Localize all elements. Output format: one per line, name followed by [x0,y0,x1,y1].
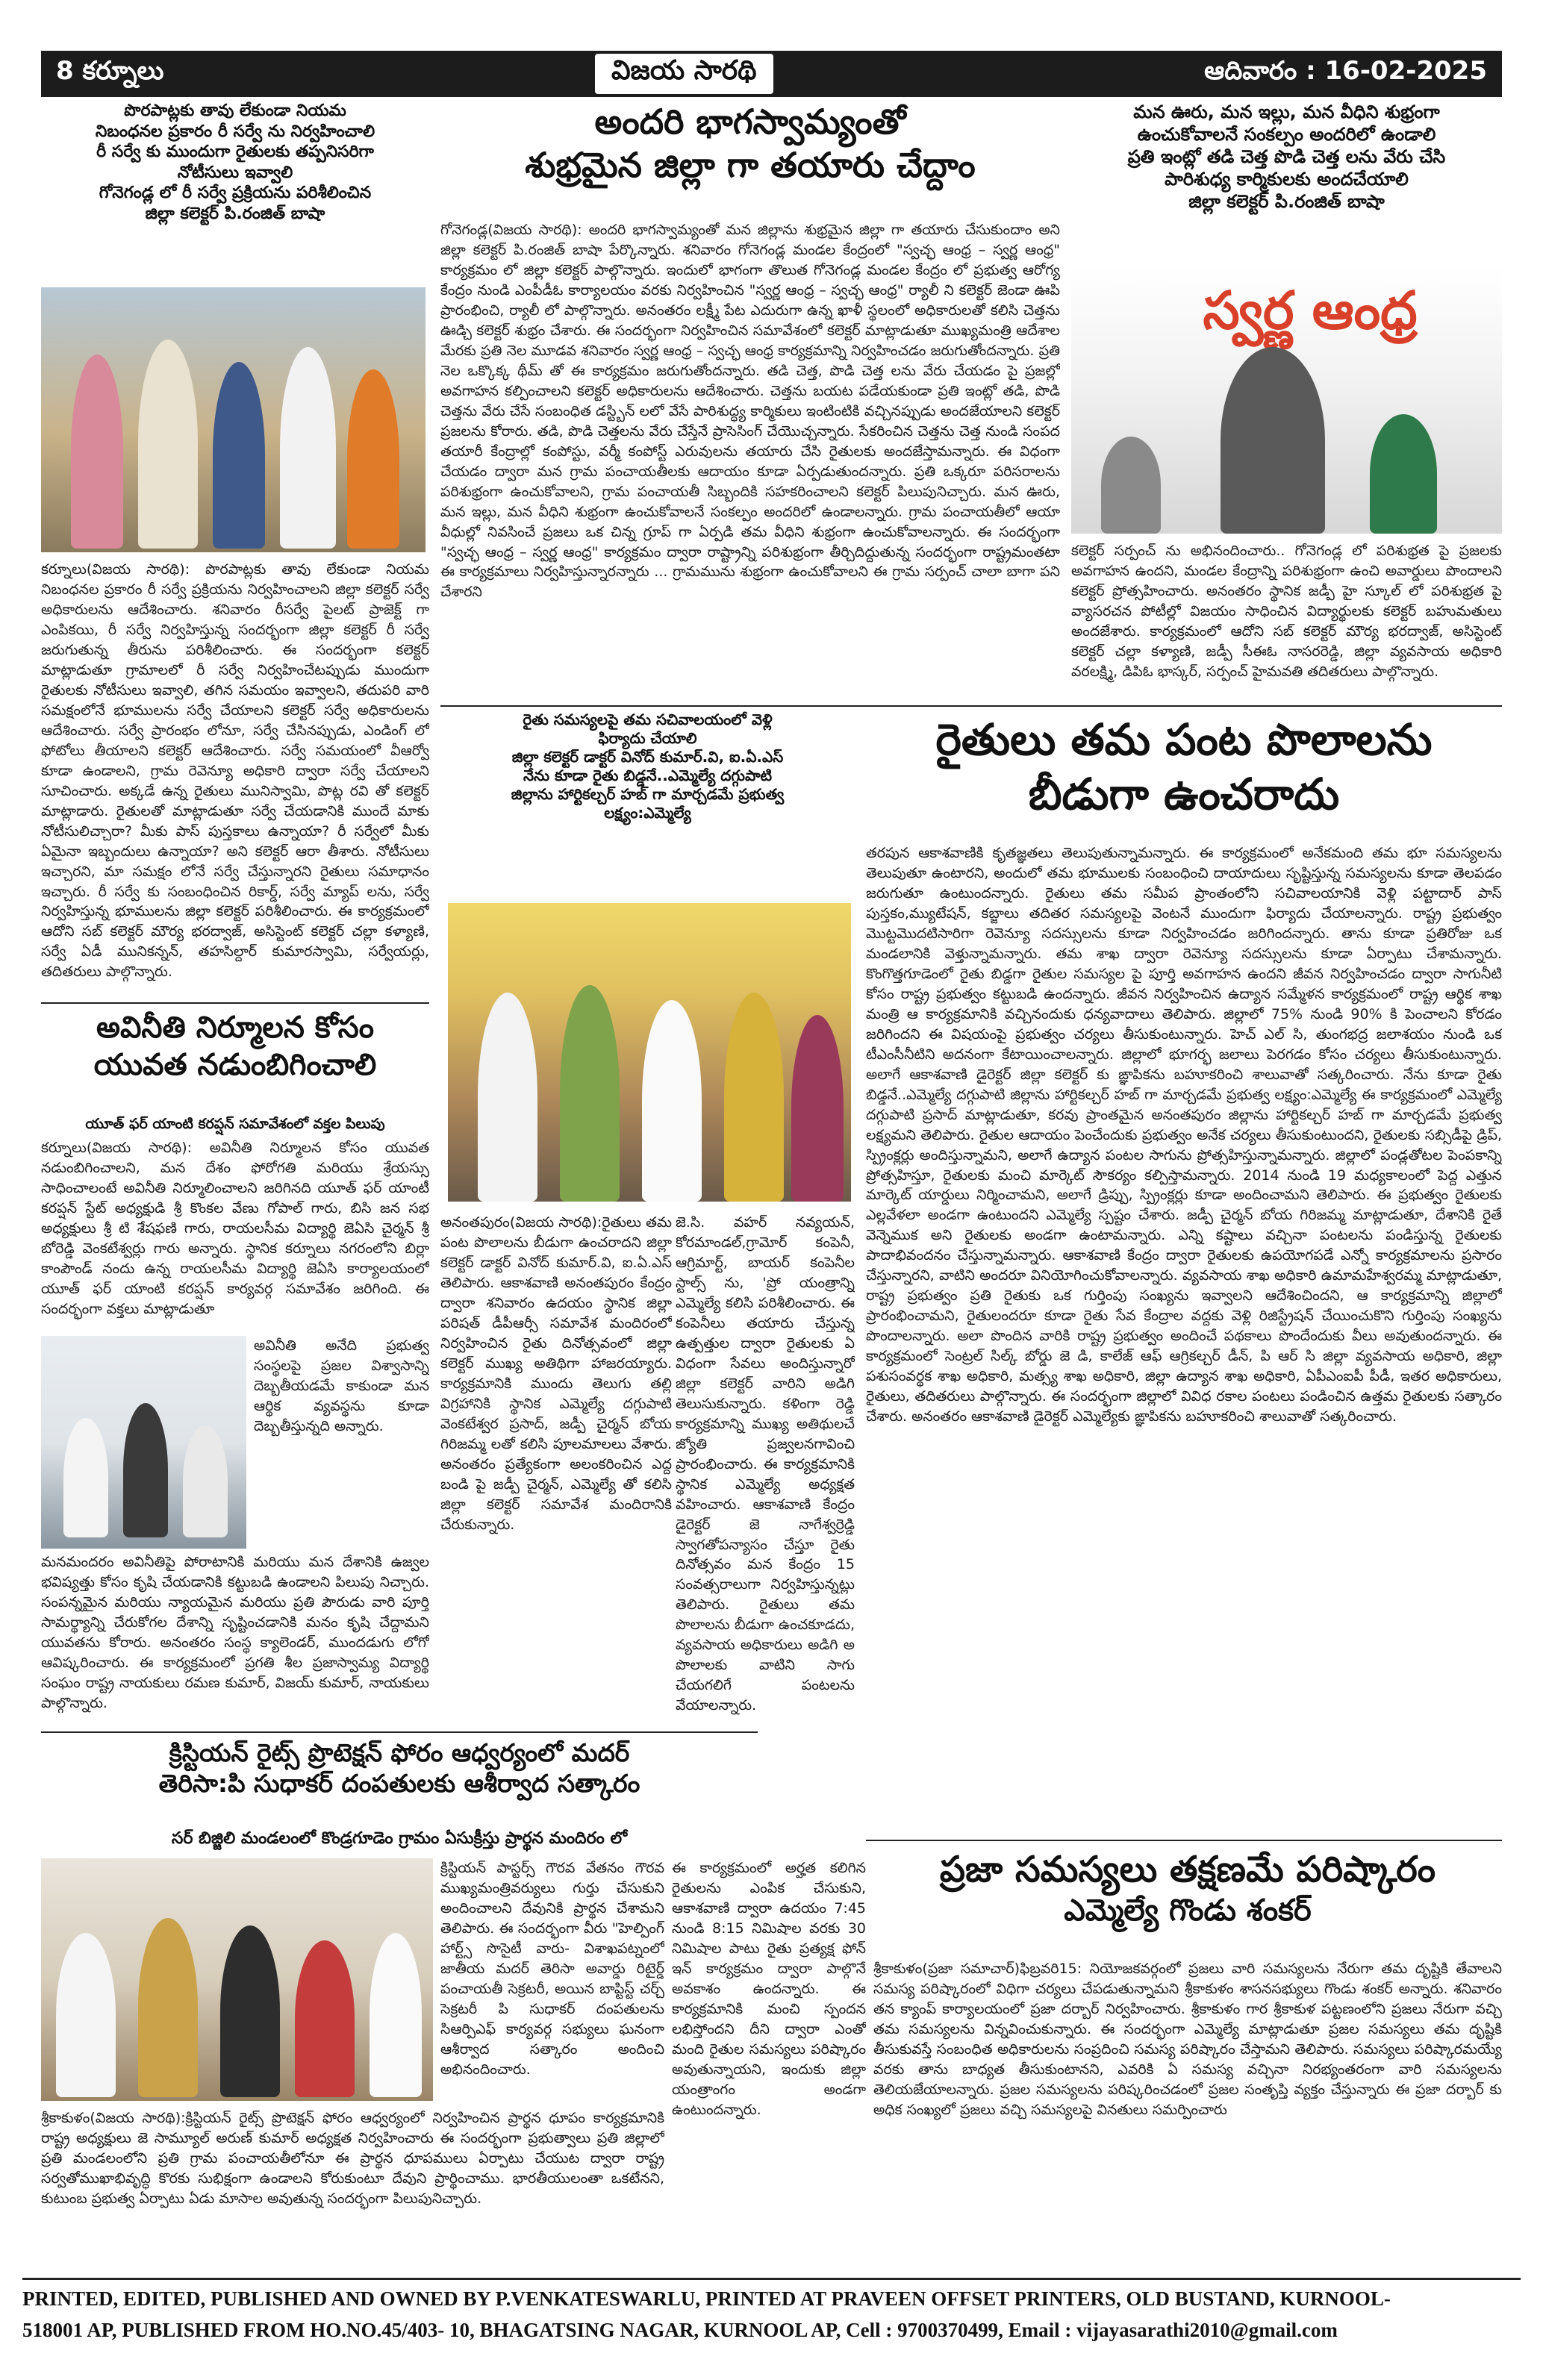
headline-line: అందరి భాగస్వామ్యంతో [594,101,906,142]
article-corruption-subhead: యూత్ ఫర్ యాంటి కరప్షన్ సమావేశంలో వక్తల పిలుపు [85,1116,385,1132]
headline-line: రీ సర్వే కు ముందుగా రైతులకు తప్పనిసరిగా [96,143,374,161]
swarna-andhra-banner-text: స్వర్ణ ఆంధ్ర [1203,280,1418,341]
farmers-stall-photo [448,903,851,1202]
divider [41,1002,429,1004]
article-corruption-body-top: కర్నూలు(విజయ సారథి): అవినీతి నిర్మూలన కోసం యువత నడుంబిగించాలని, మన దేశం ఫోరోగతి మరియు శ్రేయస్సు సాధించాలంటే అవినీతి నిర్మూలించాలని జరిగినది యూత్ ఫర్ యాంటీ కరప్షన్ స్టేట్ అధ్యక్షుడి శ్రీ కొంకల వేణు గోపాల్ గారు, బిసి జన సభ అధ్యక్షులు శ్రీ టి శేషఫణి గారు, రాయలసీమ విద్యార్థి జెఏసి చైర్మన్ శ్రీ బోరెడ్డి వెంకటేశ్వర్లు గారు అన్నారు. స్థానిక కర్నూలు నగరంలోని బిర్లా కాంపౌండ్ నందు ఉన్న రాయలసీమ విద్యార్థి జెఏసి కార్యాలయంలో యూత్ ఫర్ యాంటి కరప్షన్ కార్యవర్గ సమావేశం జరిగింది. ఈ సందర్భంగా వక్తలు మాట్లాడుతూ [41,1140,429,1317]
imprint-line: PRINTED, EDITED, PUBLISHED AND OWNED BY P.VENKATESWARLU, PRINTED AT PRAVEEN OFFSET PRINTERS, OLD BUSTAND, KURNOOL- [22,2287,1391,2310]
headline-line: ప్రజా సమస్యలు తక్షణమే పరిష్కారం [939,1849,1436,1890]
headline-line: జిల్లా కలెక్టర్ డాక్టర్ వినోద్ కుమార్.వి, ఐ.ఏ.ఎస్ [511,748,784,766]
article-swarna-headline [440,101,1060,216]
article-mla-headline [873,1847,1502,1952]
headline-line: క్రిస్టియన్ రైట్స్ ప్రొటెక్షన్ ఫోరం ఆధ్వర్యంలో మదర్ [169,1738,630,1767]
headline-line: శుభ్రమైన జిల్లా గా తయారు చేద్దాం [525,144,976,185]
headline-line: నిబంధనల ప్రకారం రీ సర్వే ను నిర్వహించాలి [95,122,375,141]
headline-line: ఉంచుకోవాలనే సంకల్పం అందరిలో ఉండాలి [1137,124,1436,145]
article-collector-right-headline [1071,101,1502,261]
divider [440,705,1502,707]
article-corruption-body-side: అవినీతి అనేది ప్రభుత్వ సంస్థలపై ప్రజల విశ్వాసాన్ని దెబ్బతీయడమే కాకుండా మన ఆర్థిక వ్యవస్థను కూడా దెబ్బతీస్తున్నది అన్నారు. [254,1337,429,1434]
headline-line: ప్రతి ఇంట్లో తడి చెత్త పొడి చెత్త లను వేరు చేసి [1127,146,1446,167]
footer-divider [22,2278,1521,2280]
divider [41,1731,758,1733]
article-christian-body-side: క్రిస్టియన్ పాస్టర్స్ గౌరవ వేతనం గౌరవ ముఖ్యమంత్రివర్యులు గుర్తు చేసుకుని అందించాలని దేవునికి ప్రార్థన చేశామని తెలిపారు. ఈ సందర్భంగా వీరు "హెల్పింగ్ హార్ట్స్ సొసైటీ వారు- విశాఖపట్నంలో జాతీయ మదర్ తెరిసా అవార్డు రిటైర్డ్ పంచాయతీ సెక్రటరీ, అయిన బాప్టిస్ట్ చర్చ్ సెక్రటరీ పి సుధాకర్ దంపతులను సిఆర్పిఎఫ్ కార్యవర్గ సభ్యులు ఘనంగా ఆశీర్వాద సత్కారం అందించి అభినందించారు. [440,1860,664,2078]
headline-line: రైతులు తమ పంట పొలాలను [935,714,1433,765]
headline-line: ఫిర్యాదు చేయాలి [598,729,697,747]
christian-felicitation-photo [41,1858,433,2101]
collector-speech-photo [1071,265,1502,534]
article-swarna-body: గోనెగండ్ల(విజయ సారథి): అందరి భాగస్వామ్యంతో మన జిల్లాను శుభ్రమైన జిల్లా గా తయారు చేసుకుందాం అని జిల్లా కలెక్టర్ పి.రంజిత్ బాషా పేర్కొన్నారు. శనివారం గోనెగండ్ల మండల కేంద్రంలో "స్వచ్ఛ ఆంధ్ర – స్వర్ణ ఆంధ్ర" కార్యక్రమం లో జిల్లా కలెక్టర్ పాల్గొన్నారు. ఇందులో భాగంగా తొలుత గోనెగండ్ల మండల కేంద్రం లో ప్రభుత్వ ఆరోగ్య కేంద్రం నుండి ఎంపీడీఓ కార్యాలయం వరకు నిర్వహించిన "స్వర్ణ ఆంధ్ర – స్వచ్ఛ ఆంధ్ర" ర్యాలీ ని కలెక్టర్ జెండా ఊపి ప్రారంభించి, ర్యాలీ లో పాల్గొన్నారు. అనంతరం లక్ష్మీ పేట ఎదురుగా ఉన్న ఖాళీ స్థలంలో అధికారులతో కలిసి చెత్తను ఊడ్చి కలెక్టర్ శుభ్రం చేశారు. ఈ సందర్భంగా నిర్వహించిన సమావేశంలో కలెక్టర్ మాట్లాడుతూ ముఖ్యమంత్రి ఆదేశాల మేరకు ప్రతి నెల మూడవ శనివారం స్వర్ణ ఆంధ్ర – స్వచ్ఛ ఆంధ్ర కార్యక్రమాన్ని నిర్వహించడం జరుగుతోందన్నారు. ప్రతి నెల ఒక్కొక్క థీమ్ తో ఈ కార్యక్రమం జరుగుతోందన్నారు. తడి చెత్త, పొడి చెత్త లను వేరు చేయడం పై ప్రజల్లో అవగాహన కల్పించాలని కలెక్టర్ అధికారులను ఆదేశించారు. చెత్తను బయట పడేయకుండా ప్రతి ఇంట్లో తడి, పొడి చెత్తను వేరు చేసే సంబంధిత డస్ట్బిన్ లలో వేసే పారిశుద్ధ్య కార్మికులు ఇంటింటికి వచ్చినప్పుడు అందజేయాలని కలెక్టర్ ప్రజలను కోరారు. తడి, పొడి చెత్తలను వేరు చేస్తేనే ప్రాసెసింగ్ చేయొచ్చన్నారు. సేకరించిన చెత్తను చెత్త నుండి సంపద తయారీ కేంద్రాల్లో కంపోస్టు, వర్మీ కంపోస్ట్ ఎరువులను తయారు చేసి రైతులకు అందజేస్తామన్నారు. ఈ విధంగా చేయడం ద్వారా మన గ్రామ పంచాయతీలకు ఆదాయం కూడా ఏర్పడుతుందన్నారు. ప్రతి ఒక్కరూ పరిసరాలను పరిశుభ్రంగా ఉంచుకోవాలని, గ్రామ పంచాయతీ సిబ్బందికి సహకరించాలని కలెక్టర్ పిలుపునిచ్చారు. మన ఊరు, మన ఇల్లు, మన వీధిని శుభ్రంగా ఉంచుకోవాలనే సంకల్పం అందరిలో ఉండాలన్నారు. గ్రామ పంచాయతీలో ఆయా వీధుల్లో నివసించే ప్రజలు ఒక చిన్న గ్రూప్ గా ఏర్పడి తమ వీధిని శుభ్రంగా ఉంచుకోవాలన్నారు. ఈ సందర్భంగా "స్వచ్ఛ ఆంధ్ర – స్వర్ణ ఆంధ్ర" కార్యక్రమం ద్వారా రాష్ట్రాన్ని పరిశుభ్రంగా తీర్చిదిద్దుతున్న సందర్భంగా రాష్ట్రమంతటా ఈ కార్యక్రమాలు నిర్వహిస్తున్నారన్నారు ... గ్రామమును శుభ్రంగా ఉంచుకోవాలని ఈ గ్రామ సర్పంచ్ చాలా బాగా పని చేశారని [440,222,1060,601]
headline-line: జిల్లా కలెక్టర్ పి.రంజిత్ బాషా [1188,191,1385,212]
date-label: ఆదివారం : 16-02-2025 [1204,56,1487,86]
headline-line: పొరపాట్లకు తావు లేకుండా నియమ [124,101,346,120]
article-resurvey-body: కర్నూలు(విజయ సారథి): పొరపాట్లకు తావు లేకుండా నియమ నిబంధనల ప్రకారం రీ సర్వే ప్రక్రియను నిర్వహించాలని జిల్లా కలెక్టర్ సర్వే అధికారులను ఆదేశించారు. శనివారం రీసర్వే పైలట్ ప్రాజెక్ట్ గా ఎంపికయి, రీ సర్వే నిర్వహిస్తున్న సందర్భంగా జిల్లా కలెక్టర్ రీ సర్వే జరుగుతున్న తీరును పరిశీలించారు. ఈ సందర్భంగా కలెక్టర్ మాట్లాడుతూ గ్రామాలలో రీ సర్వే నిర్వహించేటప్పుడు ముందుగా రైతులకు నోటీసులు ఇవ్వాలి, తగిన సమయం ఇవ్వాలని, తదుపరి వారి సమక్షంలోనే భూములను సర్వే చేయాలని కలెక్టర్ సర్వే అధికారులను ఆదేశించారు. సర్వే ప్రారంభం లోనూ, సర్వే చేసినప్పుడు, ఎండింగ్ లో ఫోటోలు తీయాలని కలెక్టర్ ఆదేశించారు. సర్వే సమయంలో వీఆర్వో కూడా ఉండాలని, గ్రామ రెవెన్యూ అధికారి ద్వారా సర్వే చేయాలని సూచించారు. అక్కడే ఉన్న రైతులు మునిస్వామి, పొట్ల రవి తో కలెక్టర్ మాట్లాడారు. రైతులతో మాట్లాడుతూ సర్వే చేయడానికి ముందే మాకు నోటీసులిచ్చారా? మీకు పాస్ పుస్తకాలు ఉన్నాయా? రీ సర్వేలో మీకు ఏమైనా ఇబ్బందులు ఉన్నాయా? అని కలెక్టర్ ఆరా తీశారు. నోటీసులు ఇచ్చారని, మా సమక్షం లోనే సర్వే చేస్తున్నారని రైతులు సమాధానం ఇచ్చారు. రీ సర్వే కు సంబంధించిన రికార్డ్, సర్వే మ్యాప్ లను, సర్వే నిర్వహిస్తున్న భూములను జిల్లా కలెక్టర్ పరిశీలించారు. ఈ కార్యక్రమంలో ఆదోని సబ్ కలెక్టర్ మౌర్య భరద్వాజ్, అసిస్టెంట్ కలెక్టర్ చల్లా కళ్యాణి, సర్వే ఏడీ మునికన్నన్, తహసిల్దార్ కుమారస్వామి, సర్వేయర్లు, తదితరులు పాల్గొన్నారు. [41,561,429,981]
masthead-bar [41,51,1502,97]
article-farmers-body: తరపున ఆకాశవాణికి కృతజ్ఞతలు తెలుపుతున్నామన్నారు. ఈ కార్యక్రమంలో అనేకమంది తమ భూ సమస్యలను తెలుపుతూ ఉంటారని, అందులో తమ భూములకు సంబంధించి దాయాదులు సృష్టిస్తున్న సమస్యలను కూడా తెలపడం జరుగుతూ ఉంటుందన్నారు. రైతులు తమ సమీప ప్రాంతంలోని సచివాలయానికి వెళ్లి పట్టాదార్ పాస్ పుస్తకం,మ్యుటేషన్, కబ్జాలు తదితర సమస్యలపై వెంటనే ముందుగా ఫిర్యాదు చేయాలన్నారు. రాష్ట్ర ప్రభుత్వం మొట్టమొదటిసారిగా రెవెన్యూ సదస్సులను కూడా నిర్వహించడం జరిగిందన్నారు. తాను కూడా ప్రతిరోజు ఒక మండలానికి వెళ్తున్నామన్నారు. తమ శాఖ ద్వారా రెవెన్యూ సదస్సులను కూడా ఏర్పాటు చేశామన్నారు. కొంగొత్తగూడెంలో రైతు బిడ్డగా రైతుల సమస్యల పై పూర్తి అవగాహన ఉందని జీవన నిర్వహించడం ద్వారా సాగునీటి కోసం రాష్ట్ర ప్రభుత్వం కట్టుబడి ఉందన్నారు. జీవన నిర్వహించిన ఉద్యాన సమ్మేళన కార్యక్రమంలో రాష్ట్ర ఆర్థిక శాఖ మంత్రి ఆ కార్యక్రమానికి వచ్చినందుకు ధన్యవాదాలు తెలిపారు. జిల్లాలో 75% నుండి 90% కి పెంచాలని కోరడం జరిగిందని ఈ విషయంపై ప్రభుత్వం చర్యలు తీసుకుంటున్నారు. హెచ్ ఎల్ సి, తుంగభద్ర జలాశయం నుండి ఒక టీఎంసీనీటిని అదనంగా కేటాయించాలన్నారు. జిల్లాలో భూగర్భ జలాలు పెరగడం కోసం చర్యలు తీసుకుంటున్నారు. అలాగే ఆకాశవాణి డైరెక్టర్ జిల్లా కలెక్టర్ కు ఙ్ఞాపికను బహూకరించి శాలువాతో సత్కరించారు. నేను కూడా రైతు బిడ్డనే..ఎమ్మెల్యే దగ్గుపాటి జిల్లాను హార్టికల్చర్ హబ్ గా మార్చడమే ప్రభుత్వ లక్ష్యం:ఎమ్మెల్యే ఈ కార్యక్రమంలో ఎమ్మెల్యే దగ్గుపాటి ప్రసాద్ మాట్లాడుతూ, కరవు ప్రాంతమైన అనంతపురం జిల్లాను హార్టికల్చర్ హబ్ గా మార్చడమే ప్రభుత్వ లక్ష్యమని తెలిపారు. రైతుల ఆదాయం పెంచేందుకు ప్రభుత్వం అనేక చర్యలు తీసుకుంటుందని, రైతులకు సబ్సిడీపై డ్రిప్, స్ప్రింక్లర్లు అందిస్తున్నామని, అలాగే ఉద్యాన పంటల సాగును ప్రోత్సహిస్తున్నామన్నారు. జిల్లాలో పండ్లతోటల పెంపకాన్ని ప్రోత్సహిస్తూ, రైతులకు మంచి మార్కెట్ సౌకర్యం కల్పిస్తామన్నారు. 2014 నుండి 19 మధ్యకాలంలో పెద్ద ఎత్తున మార్కెట్ యార్డులు నిర్మించామని, అలాగే డ్రిప్పు, స్ప్రింక్లర్లు కూడా అందించామని తెలిపారు. ఈ ప్రభుత్వం రైతులకు ఎల్లవేళలా అండగా ఉంటుందని ఎమ్మెల్యే స్పష్టం చేశారు. జడ్పీ చైర్మన్ బోయ గిరిజమ్మ మాట్లాడుతూ, దేశానికి రైతే వెన్నెముక అని రైతులకు అండగా ఉంటామన్నారు. ఎన్ని కష్టాలు వచ్చినా పంటలను పండిస్తున్న రైతులకు పాదాభివందనం చేస్తున్నామన్నారు. ఆకాశవాణి కేంద్రం ద్వారా రైతులకు ఉపయోగపడే ఎన్నో కార్యక్రమాలను ప్రసారం చేస్తున్నారని, వాటిని అందరూ వినియోగించుకోవాలన్నారు. వ్యవసాయ శాఖ అధికారి ఉమామహేశ్వరమ్మ మాట్లాడుతూ, రాష్ట్ర ప్రభుత్వం ప్రతి రైతుకు ఒక గుర్తింపు సంఖ్యను ఇవ్వాలని ఆదేశించిందని, ఆ కార్యక్రమాన్ని జిల్లాలో ప్రారంభించామని, రైతులందరూ కూడా రైతు సేవ కేంద్రాల వద్దకు వెళ్లి రిజిస్ట్రేషన్ చేయించుకొని గుర్తింపు సంఖ్యను పొందాలన్నారు. అలా పొందిన వారికి రాష్ట్ర ప్రభుత్వం అందించే పథకాలు పొందేందుకు వీలు అవుతుందన్నారు. ఈ కార్యక్రమంలో సెంట్రల్ సిల్క్ బోర్డు జె డి, కాలేజ్ ఆఫ్ ఆగ్రికల్చర్ డీన్, పి ఆర్ సి జిల్లా వ్యవసాయ అధికారి, జిల్లా పశుసంవర్థక శాఖ అధికారి, మత్స్య శాఖ అధికారి, జిల్లా ఉద్యాన శాఖ అధికారి, ఏపీఎంఐపీ పీడీ, ఇతర అధికారులు, రైతులు, తదితరులు పాల్గొన్నారు. ఈ సందర్భంగా జిల్లాలో వివిధ రకాల పంటలు పండించిన ఉత్తమ రైతులకు సత్కారం చేశారు. అనంతరం ఆకాశవాణి డైరెక్టర్ ఎమ్మెల్యేకు ఙ్ఞాపికను బహూకరించి శాలువాతో సత్కరించారు. [866,845,1502,1425]
article-rythu-seva-body-mid: జె.సి. వహర్ నవ్యయన్, కోరమాండల్,గ్రామోర్ కంపెనీ, ఆగ్రిమార్ట్, బాయర్ కంపెనీల స్టాల్స్ ను, 'ప్రో యంత్రాన్ని ఎమ్మెల్యే కలిసి పరిశీలించారు. ఈ కంపెనీలు తయారు చేస్తున్న ఉత్పత్తుల ద్వారా రైతులకు ఏ విధంగా సేవలు అందిస్తున్నారో జిల్లా కలెక్టర్ వారిని అడిగి తెలుసుకున్నారు. కళింగా రెడ్డి కార్యక్రమాన్ని ముఖ్య అతిథులచే జ్యోతి ప్రజ్వలనగావించి ప్రారంభించారు. ఈ కార్యక్రమానికి స్థానిక ఎమ్మెల్యే అధ్యక్షత వహించారు. ఆకాశవాణి కేంద్రం డైరెక్టర్ జె నాగేశ్వర్రెడ్డి స్వాగతోపన్యాసం చేస్తూ రైతు దినోత్సవం మన కేంద్రం 15 సంవత్సరాలుగా నిర్వహిస్తున్నట్లు తెలిపారు. రైతులు తమ పొలాలను బీడుగా ఉంచకూడదు, వ్యవసాయ అధికారులు అడిగి అ పొలాలకు వాటిని సాగు చేయగలిగే పంటలను వేయాలన్నారు. [676,1214,855,1714]
headline-line: గోనెగండ్ల లో రీ సర్వే ప్రక్రియను పరిశీలించిన [99,184,372,202]
headline-line: తెరిసా:పి సుధాకర్ దంపతులకు ఆశీర్వాద సత్కారం [158,1769,640,1799]
headline-line: జిల్లా కలెక్టర్ పి.రంజిత్ బాషా [145,204,325,223]
headline-line: రైతు సమస్యలపై తమ సచివాలయంలో వెళ్లి [523,710,773,728]
page-label: 8 కర్నూలు [56,56,164,86]
imprint-line: 518001 AP, PUBLISHED FROM HO.NO.45/403- 10, BHAGATSING NAGAR, KURNOOL AP, Cell : 9700370499, Email : vijayasarathi2010@gmail.com [22,2318,1338,2341]
resurvey-photo [41,287,426,552]
headline-line: అవినీతి నిర్మూలన కోసం [96,1011,374,1045]
article-corruption-body-bottom: మనమందరం అవినీతిపై పోరాటానికి మరియు మన దేశానికి ఉజ్వల భవిష్యత్తు కోసం కృషి చేయడానికి కట్టుబడి ఉండాలని పిలుపు నిచ్చారు. సంపన్నమైన మరియు న్యాయమైన మరియు ప్రతి పౌరుడు వారి పూర్తి సామర్థ్యాన్ని చేరుకోగల దేశాన్ని సృష్టించడానికి మనం కృషి చేద్దామని యువతను కోరారు. అనంతరం సంస్థ క్యాలెండర్, ముందడుగు లోగో ఆవిష్కరించారు. ఈ కార్యక్రమంలో ప్రగతి శీల ప్రజాస్వామ్య విద్యార్థి సంఘం రాష్ట్ర నాయకులు రమణ కుమార్, విజయ్ కుమార్, నాయకులు పాల్గొన్నారు. [41,1554,429,1711]
headline-line: పారిశుధ్య కార్మికులకు అందచేయాలి [1165,169,1409,190]
article-corruption-headline [41,1009,429,1114]
paper-name: విజయ సారథి [595,54,773,94]
headline-line: లక్ష్యం:ఎమ్మెల్యే [604,804,691,822]
corruption-meeting-photo [41,1336,246,1549]
article-mla-body: శ్రీకాకుళం(ప్రజా సమాచార్)ఫిబ్రవరి15: నియోజకవర్గంలో ప్రజలు వారి సమస్యలను నేరుగా తమ దృష్టికి తేవాలని సమస్య పరిష్కారంలో విధిగా చర్యలు చేపడుతున్నామని శ్రీకాకుళం శాసనసభ్యులు గొండు శంకర్ అన్నారు. శనివారం తన క్యాంప్ కార్యాలయంలో ప్రజా దర్బార్ నిర్వహించారు. శ్రీకాకుళం గార శ్రీకాకుళ పట్టణంలోని ప్రజలు నేరుగా వచ్చి తమ సమస్యలను విన్నవించుకున్నారు. ఈ సందర్భంగా ఎమ్మెల్యే మాట్లాడుతూ ప్రజల సమస్యలు తమ దృష్టికి తీసుకువస్తే సంబంధిత అధికారులను సంప్రదించి సమస్య పరిష్కారం చేస్తామని తెలిపారు. సమస్యలు పరిష్కారమయ్యే వరకు తాను బాధ్యత తీసుకుంటానని, ఎవరికి ఏ సమస్య వచ్చినా నిరభ్యంతరంగా వారి సమస్యలను తెలియజేయాలన్నారు. ప్రజల సమస్యలను పరిష్కరించడంలో ప్రజల సంతృప్తి వ్యక్తం చేస్తున్నారు ఈ ప్రజా దర్బార్ కు అధిక సంఖ్యలో ప్రజలు వచ్చి సమస్యలపై వినతులు సమర్పించారు [873,1961,1502,2118]
article-christian-body-bottom: శ్రీకాకుళం(విజయ సారథి):క్రిస్టియన్ రైట్స్ ప్రొటెక్షన్ ఫోరం ఆధ్వర్యంలో నిర్వహించిన ప్రార్థన ధూపం కార్యక్రమానికి రాష్ట్ర అధ్యక్షులు జె సామ్యూల్ అరుణ్ కుమార్ అధ్యక్షత నిర్వహించారు ఈ సందర్భంగా ప్రభుత్వాలు ప్రతి జిల్లాలో ప్రతి మండలంలోని ప్రతి గ్రామ పంచాయతీలోనూ ఈ ప్రార్థన ధూపములు ఏర్పాటు చేయుట ద్వారా రాష్ట్ర సర్వతోముఖాభివృద్ధి కొరకు సుభిక్షంగా ఉండాలని కోరుకుంటూ దేవుని ప్రార్థించాము. భారతీయులంతా ఒకటేనని, కుటుంబ ప్రభుత్వ ఏర్పాటు ఏడు మాసాల అవుతున్న సందర్భంగా పిలుపునిచ్చారు. [41,2110,664,2207]
headline-line: బీడుగా ఉంచరాదు [1028,768,1340,819]
headline-line: యువత నడుంబిగించాలి [93,1048,377,1082]
headline-line: నోటీసులు ఇవ్వాలి [177,163,293,182]
article-christian-headline [41,1737,758,1823]
divider [866,1840,1502,1841]
imprint-footer [22,2284,1521,2346]
article-rythu-seva-body-left: అనంతపురం(విజయ సారథి):రైతులు తమ పంట పొలాలను బీడుగా ఉంచరాదని జిల్లా కలెక్టర్ డాక్టర్ వినోద్ కుమార్.వి, ఐ.ఏ.ఎస్ తెలిపారు. ఆకాశవాణి అనంతపురం కేంద్రం ద్వారా శనివారం ఉదయం స్థానిక జిల్లా పరిషత్ డీపీఆర్సీ సమావేశ మందిరంలో నిర్వహించిన రైతు దినోత్సవంలో జిల్లా కలెక్టర్ ముఖ్య అతిథిగా హాజరయ్యారు. కార్యక్రమానికి ముందు తెలుగు తల్లి విగ్రహానికి స్థానిక ఎమ్మెల్యే దగ్గుపాటి వెంకటేశ్వర ప్రసాద్, జడ్పీ చైర్మన్ బోయ గిరిజమ్మ లతో కలిసి పూలమాలలు వేశారు. అనంతరం ప్రత్యేకంగా అలంకరించిన ఎద్ద బండి పై జడ్పీ చైర్మన్, ఎమ్మెల్యే తో కలిసి జిల్లా కలెక్టర్ సమావేశ మందిరానికి చేరుకున్నారు. [440,1214,672,1533]
headline-line: నేను కూడా రైతు బిడ్డనే..ఎమ్మెల్యే దగ్గుపాటి [523,766,773,784]
article-resurvey-headline [41,101,429,284]
headline-line: జిల్లాను హార్టికల్చర్ హబ్ గా మార్చడమే ప్రభుత్వ [511,785,785,803]
article-rythu-seva-body-bottom: ఈ కార్యక్రమంలో అర్హత కలిగిన రైతులను ఎంపిక చేసుకుని, ఆకాశవాణి ద్వారా ఉదయం 7:45 నుండి 8:15 నిమిషాల వరకు 30 నిమిషాల పాటు రైతు ప్రత్యక్ష ఫోన్ ఇన్ కార్యక్రమం ద్వారా పాల్గొనే అవకాశం ఉందన్నారు. ఈ కార్యక్రమానికి మంచి స్పందన లభిస్తోందని దీని ద్వారా ఎంతో మంది రైతుల సమస్యలు పరిష్కారం అవుతున్నాయని, ఇందుకు జిల్లా యంత్రాంగం అండగా ఉంటుందన్నారు. [672,1860,866,2118]
headline-line: ఎమ్మెల్యే గొండు శంకర్ [1064,1893,1312,1928]
article-christian-subhead: సర్ బిజ్జిలి మండలంలో కొండ్రగూడెం గ్రామం ఏసుక్రీస్తు ప్రార్థన మందిరం లో [171,1829,628,1848]
headline-line: మన ఊరు, మన ఇల్లు, మన వీధిని శుభ్రంగా [1133,101,1440,122]
article-collector-right-body: కలెక్టర్ సర్పంచ్ ను అభినందించారు.. గోనెగండ్ల లో పరిశుభ్రత పై ప్రజలకు అవగాహన ఉందని, మండల కేంద్రాన్ని పరిశుభ్రంగా ఉంచి అవార్డులు పొందాలని కలెక్టర్ ప్రోత్సహించారు. అనంతరం స్థానిక జడ్పీ హై స్కూల్ లో పరిశుభ్రత పై వ్యాసరచన పోటీల్లో విజయం సాధించిన విద్యార్థులకు కలెక్టర్ బహుమతులు అందజేశారు. కార్యక్రమంలో ఆదోని సబ్ కలెక్టర్ మౌర్య భరద్వాజ్, అసిస్టెంట్ కలెక్టర్ చల్లా కళ్యాణి, జడ్పీ సీఈఓ నాసరరెడ్డి, జిల్లా వ్యవసాయ అధికారి వరలక్ష్మి, డిపిఓ భాస్కర్, సర్పంచ్ హైమవతి తదితరులు పాల్గొన్నారు. [1071,543,1502,680]
article-farmers-headline [866,713,1502,840]
article-rythu-seva-headline [440,710,855,890]
